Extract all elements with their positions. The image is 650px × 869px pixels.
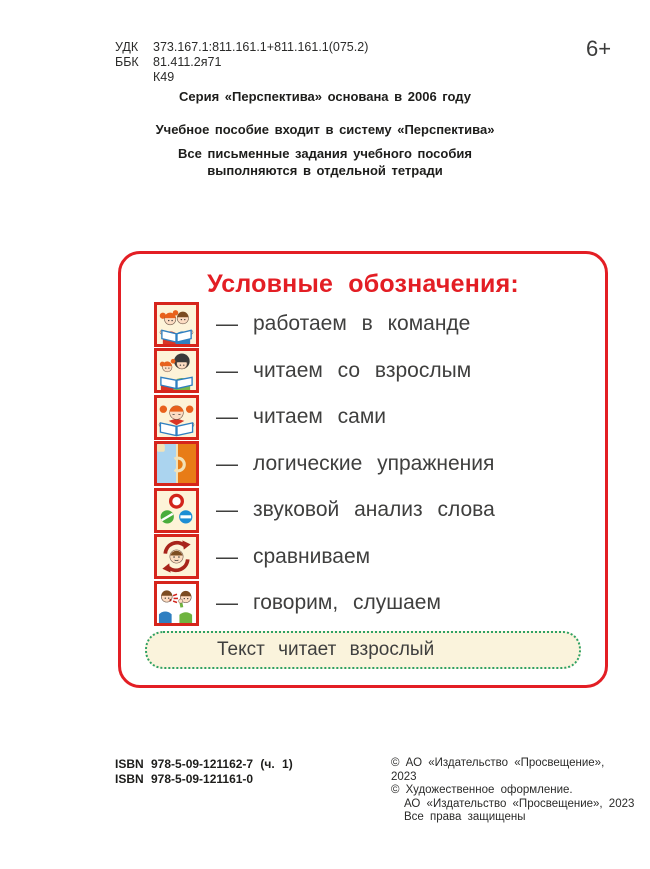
legend-row	[154, 534, 595, 581]
legend-label: говорим, слушаем	[253, 591, 441, 615]
bbk-value: 81.411.2я71	[153, 55, 222, 69]
legend-row	[154, 441, 595, 488]
udk-line	[115, 40, 368, 55]
legend-label: логические упражнения	[253, 451, 495, 475]
legend-row	[154, 487, 595, 534]
children-reading-icon	[154, 302, 199, 347]
notebook-note	[0, 145, 650, 179]
adult-reads-note-box	[145, 631, 581, 669]
age-rating: 6+	[586, 36, 612, 61]
legend-row	[154, 580, 595, 627]
system-line: Учебное пособие входит в систему «Перспектива»	[155, 122, 495, 137]
legend-box	[118, 251, 608, 688]
legend-label: сравниваем	[253, 544, 371, 568]
puzzle-icon	[154, 441, 199, 486]
legend-label: читаем сами	[253, 405, 387, 429]
legend-dash: —	[216, 497, 238, 523]
copyright-line-4: Все права защищены	[404, 811, 526, 823]
notebook-note-line1: Все письменные задания учебного пособия	[178, 146, 472, 161]
legend-rows	[154, 301, 595, 627]
girl-reading-icon	[154, 395, 199, 440]
compare-icon	[154, 534, 199, 579]
legend-dash: —	[216, 590, 238, 616]
legend-dash: —	[216, 450, 238, 476]
legend-dash: —	[216, 311, 238, 337]
copyright-line-3: АО «Издательство «Просвещение», 2023	[404, 797, 635, 810]
legend-title: Условные обозначения:	[207, 270, 519, 298]
legend-row	[154, 394, 595, 441]
notebook-note-line2: выполняются в отдельной тетради	[207, 163, 443, 178]
legend-dash: —	[216, 543, 238, 569]
udk-label: УДК	[115, 40, 139, 54]
author-code: К49	[153, 70, 175, 84]
legend-label: читаем со взрослым	[253, 358, 472, 382]
bbk-label: ББК	[115, 55, 139, 69]
bbk-line	[115, 55, 368, 70]
isbn-line-2: ISBN 978-5-09-121161-0	[115, 772, 254, 786]
isbn-block	[115, 757, 293, 787]
legend-label: работаем в команде	[253, 312, 471, 336]
adult-reads-note-text: Текст читает взрослый	[217, 639, 435, 660]
legend-dash: —	[216, 404, 238, 430]
udk-value: 373.167.1:811.161.1+811.161.1(075.2)	[153, 40, 369, 54]
legend-label: звуковой анализ слова	[253, 498, 495, 522]
copyright-line-2: © Художественное оформление.	[391, 784, 573, 796]
legend-row	[154, 348, 595, 395]
legend-row	[154, 301, 595, 348]
classification-block	[115, 40, 368, 85]
legend-dash: —	[216, 357, 238, 383]
copyright-line-1: © АО «Издательство «Просвещение», 2023	[391, 757, 605, 783]
isbn-line-1: ISBN 978-5-09-121162-7 (ч. 1)	[115, 757, 293, 771]
child-adult-reading-icon	[154, 348, 199, 393]
copyright-block	[391, 757, 636, 825]
sound-analysis-icon	[154, 488, 199, 533]
series-line: Серия «Перспектива» основана в 2006 году	[179, 89, 471, 104]
talking-listening-icon	[154, 581, 199, 626]
